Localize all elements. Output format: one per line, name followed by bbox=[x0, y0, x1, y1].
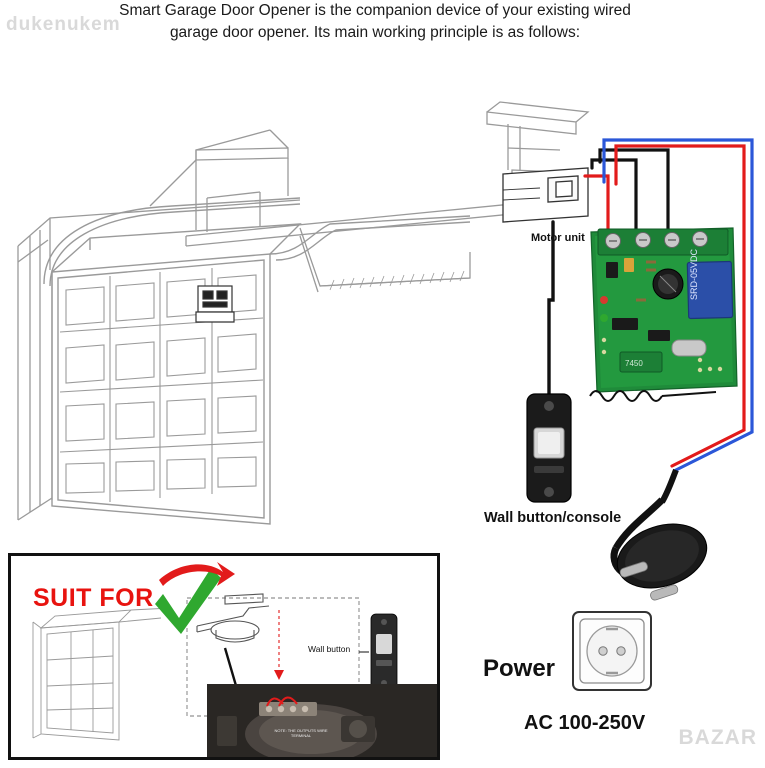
watermark-right: BAZAR bbox=[678, 726, 757, 749]
wire-black-bus-2 bbox=[600, 150, 668, 236]
label-voltage: AC 100-250V bbox=[524, 712, 646, 734]
antenna bbox=[590, 391, 716, 401]
door-frame bbox=[52, 224, 300, 524]
page-caption: Smart Garage Door Opener is the companion device of your existing wired garage door opener. Its main working principle is as follows: bbox=[119, 2, 631, 42]
wall-console bbox=[527, 394, 571, 502]
inset-photo-note: NOTE: THE OUTPUTS WIRE TERMINAL bbox=[274, 728, 328, 738]
crystal bbox=[672, 340, 706, 356]
svg-text:7450: 7450 bbox=[625, 359, 643, 368]
opener-chain bbox=[330, 271, 464, 290]
door-track bbox=[44, 198, 470, 286]
wire-black-bus-1 bbox=[592, 160, 636, 236]
svg-text:SRD-05VDC: SRD-05VDC bbox=[689, 248, 699, 300]
compatibility-inset bbox=[8, 553, 440, 760]
inset-wall-button bbox=[371, 614, 397, 690]
label-motor-unit: Motor unit bbox=[531, 232, 585, 244]
watermark-left: dukenukem bbox=[6, 14, 121, 35]
label-wall-button: Wall button/console bbox=[484, 510, 622, 526]
power-plug bbox=[609, 470, 715, 601]
inset-photo bbox=[207, 684, 437, 757]
motor-unit bbox=[503, 168, 588, 222]
label-power: Power bbox=[483, 655, 556, 682]
controller-board bbox=[591, 228, 737, 392]
ceiling-framing bbox=[150, 130, 288, 232]
inset-wall-button-label: Wall button bbox=[308, 644, 351, 654]
ic-chip-2 bbox=[648, 330, 670, 341]
wire-motor-to-console bbox=[549, 222, 553, 398]
ic-chip bbox=[612, 318, 638, 330]
trolley-block bbox=[196, 286, 234, 322]
wall-socket bbox=[573, 612, 651, 690]
suit-for-label: SUIT FOR bbox=[33, 584, 154, 612]
opener-rail bbox=[186, 204, 512, 292]
wall-framing bbox=[18, 200, 300, 520]
red-arrow-icon bbox=[159, 562, 235, 586]
